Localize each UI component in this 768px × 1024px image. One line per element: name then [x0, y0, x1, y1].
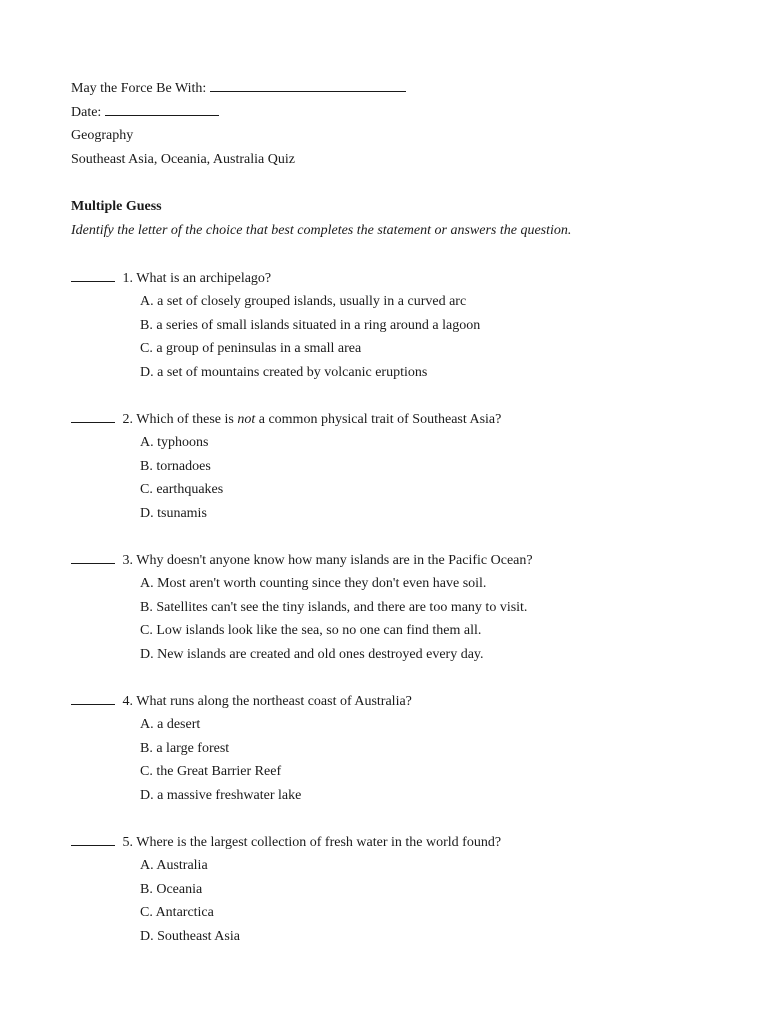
- question-number: 5.: [122, 835, 133, 850]
- choice-c: C. earthquakes: [140, 482, 224, 497]
- answer-blank[interactable]: [71, 268, 115, 282]
- question-stem: [71, 408, 711, 431]
- name-line: [71, 76, 711, 100]
- answer-blank[interactable]: [71, 550, 115, 564]
- question-2: [71, 408, 711, 525]
- section-title: Multiple Guess: [71, 199, 162, 214]
- choice-c: C. Antarctica: [140, 905, 214, 920]
- choice-b: B. a large forest: [140, 740, 230, 756]
- subject: Geography: [71, 128, 134, 143]
- choice-b: B. Satellites can't see the tiny islands, and there are too many to visit.: [140, 599, 528, 615]
- answer-blank[interactable]: [71, 409, 115, 423]
- choice-b: B. a series of small islands situated in a ring around a lagoon: [140, 317, 481, 333]
- date-label: Date:: [71, 105, 102, 120]
- question-number: 4.: [122, 694, 133, 709]
- question-text-continued: a common physical trait of Southeast Asia?: [258, 412, 502, 427]
- choice-c: C. Low islands look like the sea, so no one can find them all.: [140, 623, 482, 638]
- date-line: [71, 100, 711, 124]
- answer-blank[interactable]: [71, 832, 115, 846]
- choice-a: A. a set of closely grouped islands, usually in a curved arc: [140, 294, 467, 309]
- choice-d: D. a set of mountains created by volcanic eruptions: [140, 364, 428, 380]
- question-stem: [71, 831, 711, 854]
- question-3: [71, 549, 711, 666]
- question-stem: [71, 549, 711, 572]
- question-4: [71, 690, 711, 807]
- question-5: [71, 831, 711, 948]
- choice-d: D. New islands are created and old ones destroyed every day.: [140, 646, 484, 662]
- question-number: 1.: [122, 271, 133, 286]
- question-text: Where is the largest collection of fresh water in the world found?: [136, 835, 502, 850]
- question-text: Which of these is: [136, 412, 234, 427]
- question-text: Why doesn't anyone know how many islands are in the Pacific Ocean?: [136, 553, 533, 568]
- quiz-page: [71, 76, 711, 948]
- section-instructions: Identify the letter of the choice that best completes the statement or answers the question.: [71, 223, 572, 238]
- choice-b: B. tornadoes: [140, 458, 211, 474]
- quiz-title: Southeast Asia, Oceania, Australia Quiz: [71, 152, 295, 167]
- date-blank[interactable]: [105, 100, 219, 116]
- choice-c: C. a group of peninsulas in a small area: [140, 341, 362, 356]
- choice-a: A. a desert: [140, 717, 201, 732]
- question-text: What is an archipelago?: [136, 271, 272, 286]
- question-emphasis: not: [237, 412, 256, 427]
- question-list: [71, 267, 711, 948]
- name-label: May the Force Be With:: [71, 81, 207, 96]
- question-text: What runs along the northeast coast of Australia?: [136, 694, 412, 709]
- answer-blank[interactable]: [71, 691, 115, 705]
- choice-a: A. Most aren't worth counting since they don't even have soil.: [140, 576, 487, 591]
- question-stem: [71, 690, 711, 713]
- choice-a: A. Australia: [140, 858, 208, 873]
- choice-a: A. typhoons: [140, 435, 209, 450]
- question-number: 3.: [122, 553, 133, 568]
- name-blank[interactable]: [210, 76, 406, 92]
- choice-b: B. Oceania: [140, 881, 203, 897]
- choice-c: C. the Great Barrier Reef: [140, 764, 282, 779]
- question-stem: [71, 267, 711, 290]
- question-number: 2.: [122, 412, 133, 427]
- choice-d: D. tsunamis: [140, 505, 207, 521]
- choice-d: D. Southeast Asia: [140, 928, 240, 944]
- question-1: [71, 267, 711, 384]
- choice-d: D. a massive freshwater lake: [140, 787, 302, 803]
